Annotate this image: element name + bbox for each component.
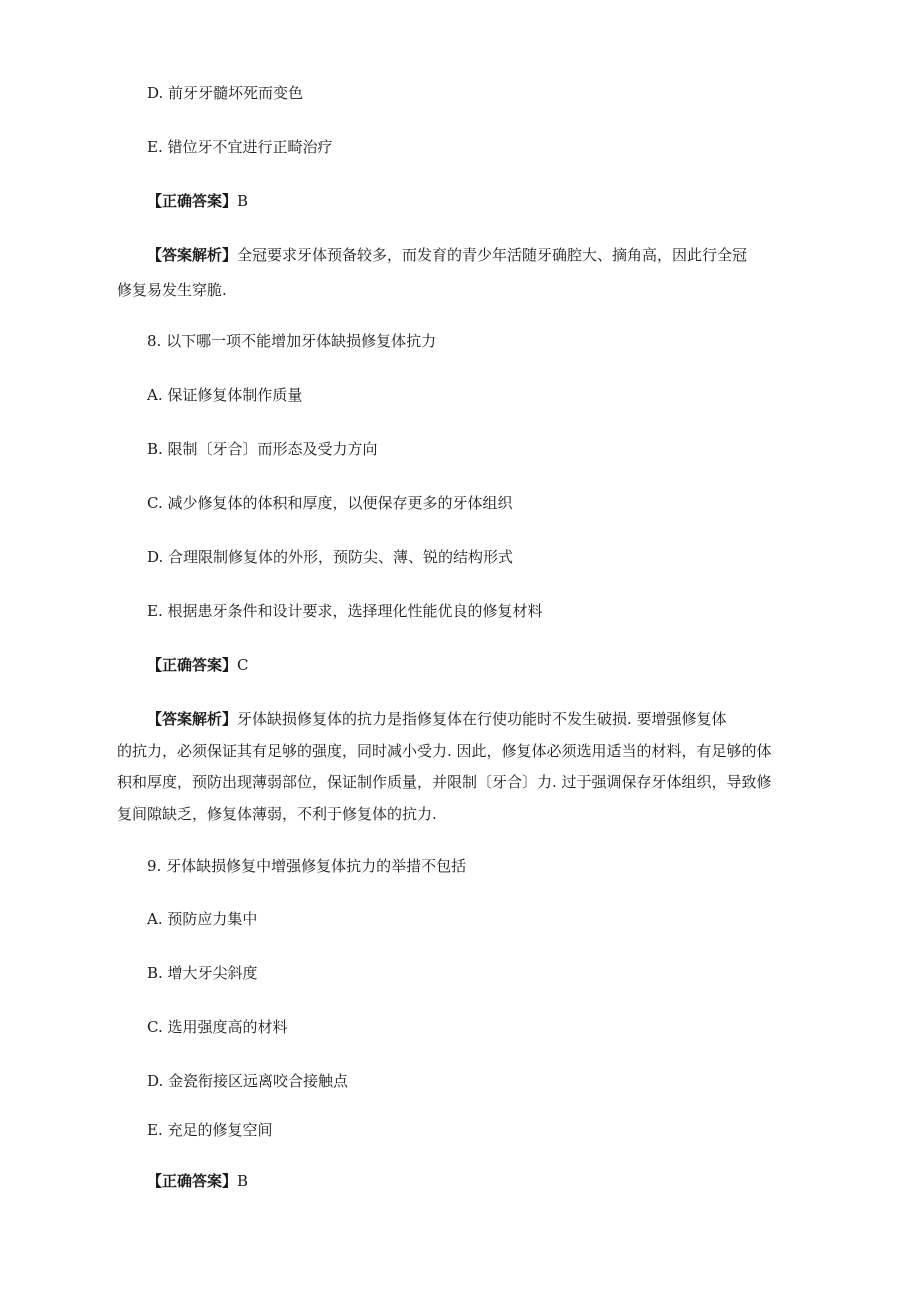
correct-answer <box>147 655 249 675</box>
option-e: E. 充足的修复空间 <box>147 1121 273 1139</box>
answer-analysis-continued: 的抗力，必须保证其有足够的强度，同时减小受力. 因此，修复体必须选用适当的材料，有足够的体 <box>117 742 772 760</box>
correct-answer <box>147 191 248 211</box>
correct-answer-value: B <box>237 1172 249 1190</box>
answer-analysis <box>147 709 727 729</box>
answer-analysis-continued: 修复易发生穿脆. <box>117 281 227 299</box>
answer-analysis-text: 全冠要求牙体预备较多，而发育的青少年活随牙确腔大、摘角高，因此行全冠 <box>237 246 748 264</box>
correct-answer-value: B <box>237 192 249 210</box>
correct-answer-label: 【正确答案】 <box>147 656 238 674</box>
question-8: 8. 以下哪一项不能增加牙体缺损修复体抗力 <box>147 332 437 350</box>
option-d: D. 前牙牙髓坏死而变色 <box>147 84 304 102</box>
question-9: 9. 牙体缺损修复中增强修复体抗力的举措不包括 <box>147 857 467 875</box>
answer-analysis-continued: 积和厚度，预防出现薄弱部位，保证制作质量，并限制〔牙合〕力. 过于强调保存牙体组织，导致修 <box>117 773 772 791</box>
correct-answer-label: 【正确答案】 <box>147 192 238 210</box>
option-c: C. 选用强度高的材料 <box>147 1018 288 1036</box>
answer-analysis-continued: 复间隙缺乏，修复体薄弱，不利于修复体的抗力. <box>117 805 437 823</box>
answer-analysis <box>147 245 747 265</box>
option-c: C. 减少修复体的体积和厚度，以便保存更多的牙体组织 <box>147 494 513 512</box>
option-a: A. 保证修复体制作质量 <box>147 386 303 404</box>
option-d: D. 金瓷衔接区远离咬合接触点 <box>147 1072 349 1090</box>
correct-answer <box>147 1171 248 1191</box>
option-e: E. 错位牙不宜进行正畸治疗 <box>147 138 333 156</box>
answer-analysis-label: 【答案解析】 <box>147 710 238 728</box>
option-e: E. 根据患牙条件和设计要求，选择理化性能优良的修复材料 <box>147 602 543 620</box>
correct-answer-label: 【正确答案】 <box>147 1172 238 1190</box>
option-b: B. 限制〔牙合〕而形态及受力方向 <box>147 440 378 458</box>
option-a: A. 预防应力集中 <box>147 910 258 928</box>
answer-analysis-text: 牙体缺损修复体的抗力是指修复体在行使功能时不发生破损. 要增强修复体 <box>237 710 727 728</box>
option-b: B. 增大牙尖斜度 <box>147 964 258 982</box>
correct-answer-value: C <box>237 656 249 674</box>
answer-analysis-label: 【答案解析】 <box>147 246 238 264</box>
option-d: D. 合理限制修复体的外形，预防尖、薄、锐的结构形式 <box>147 548 514 566</box>
